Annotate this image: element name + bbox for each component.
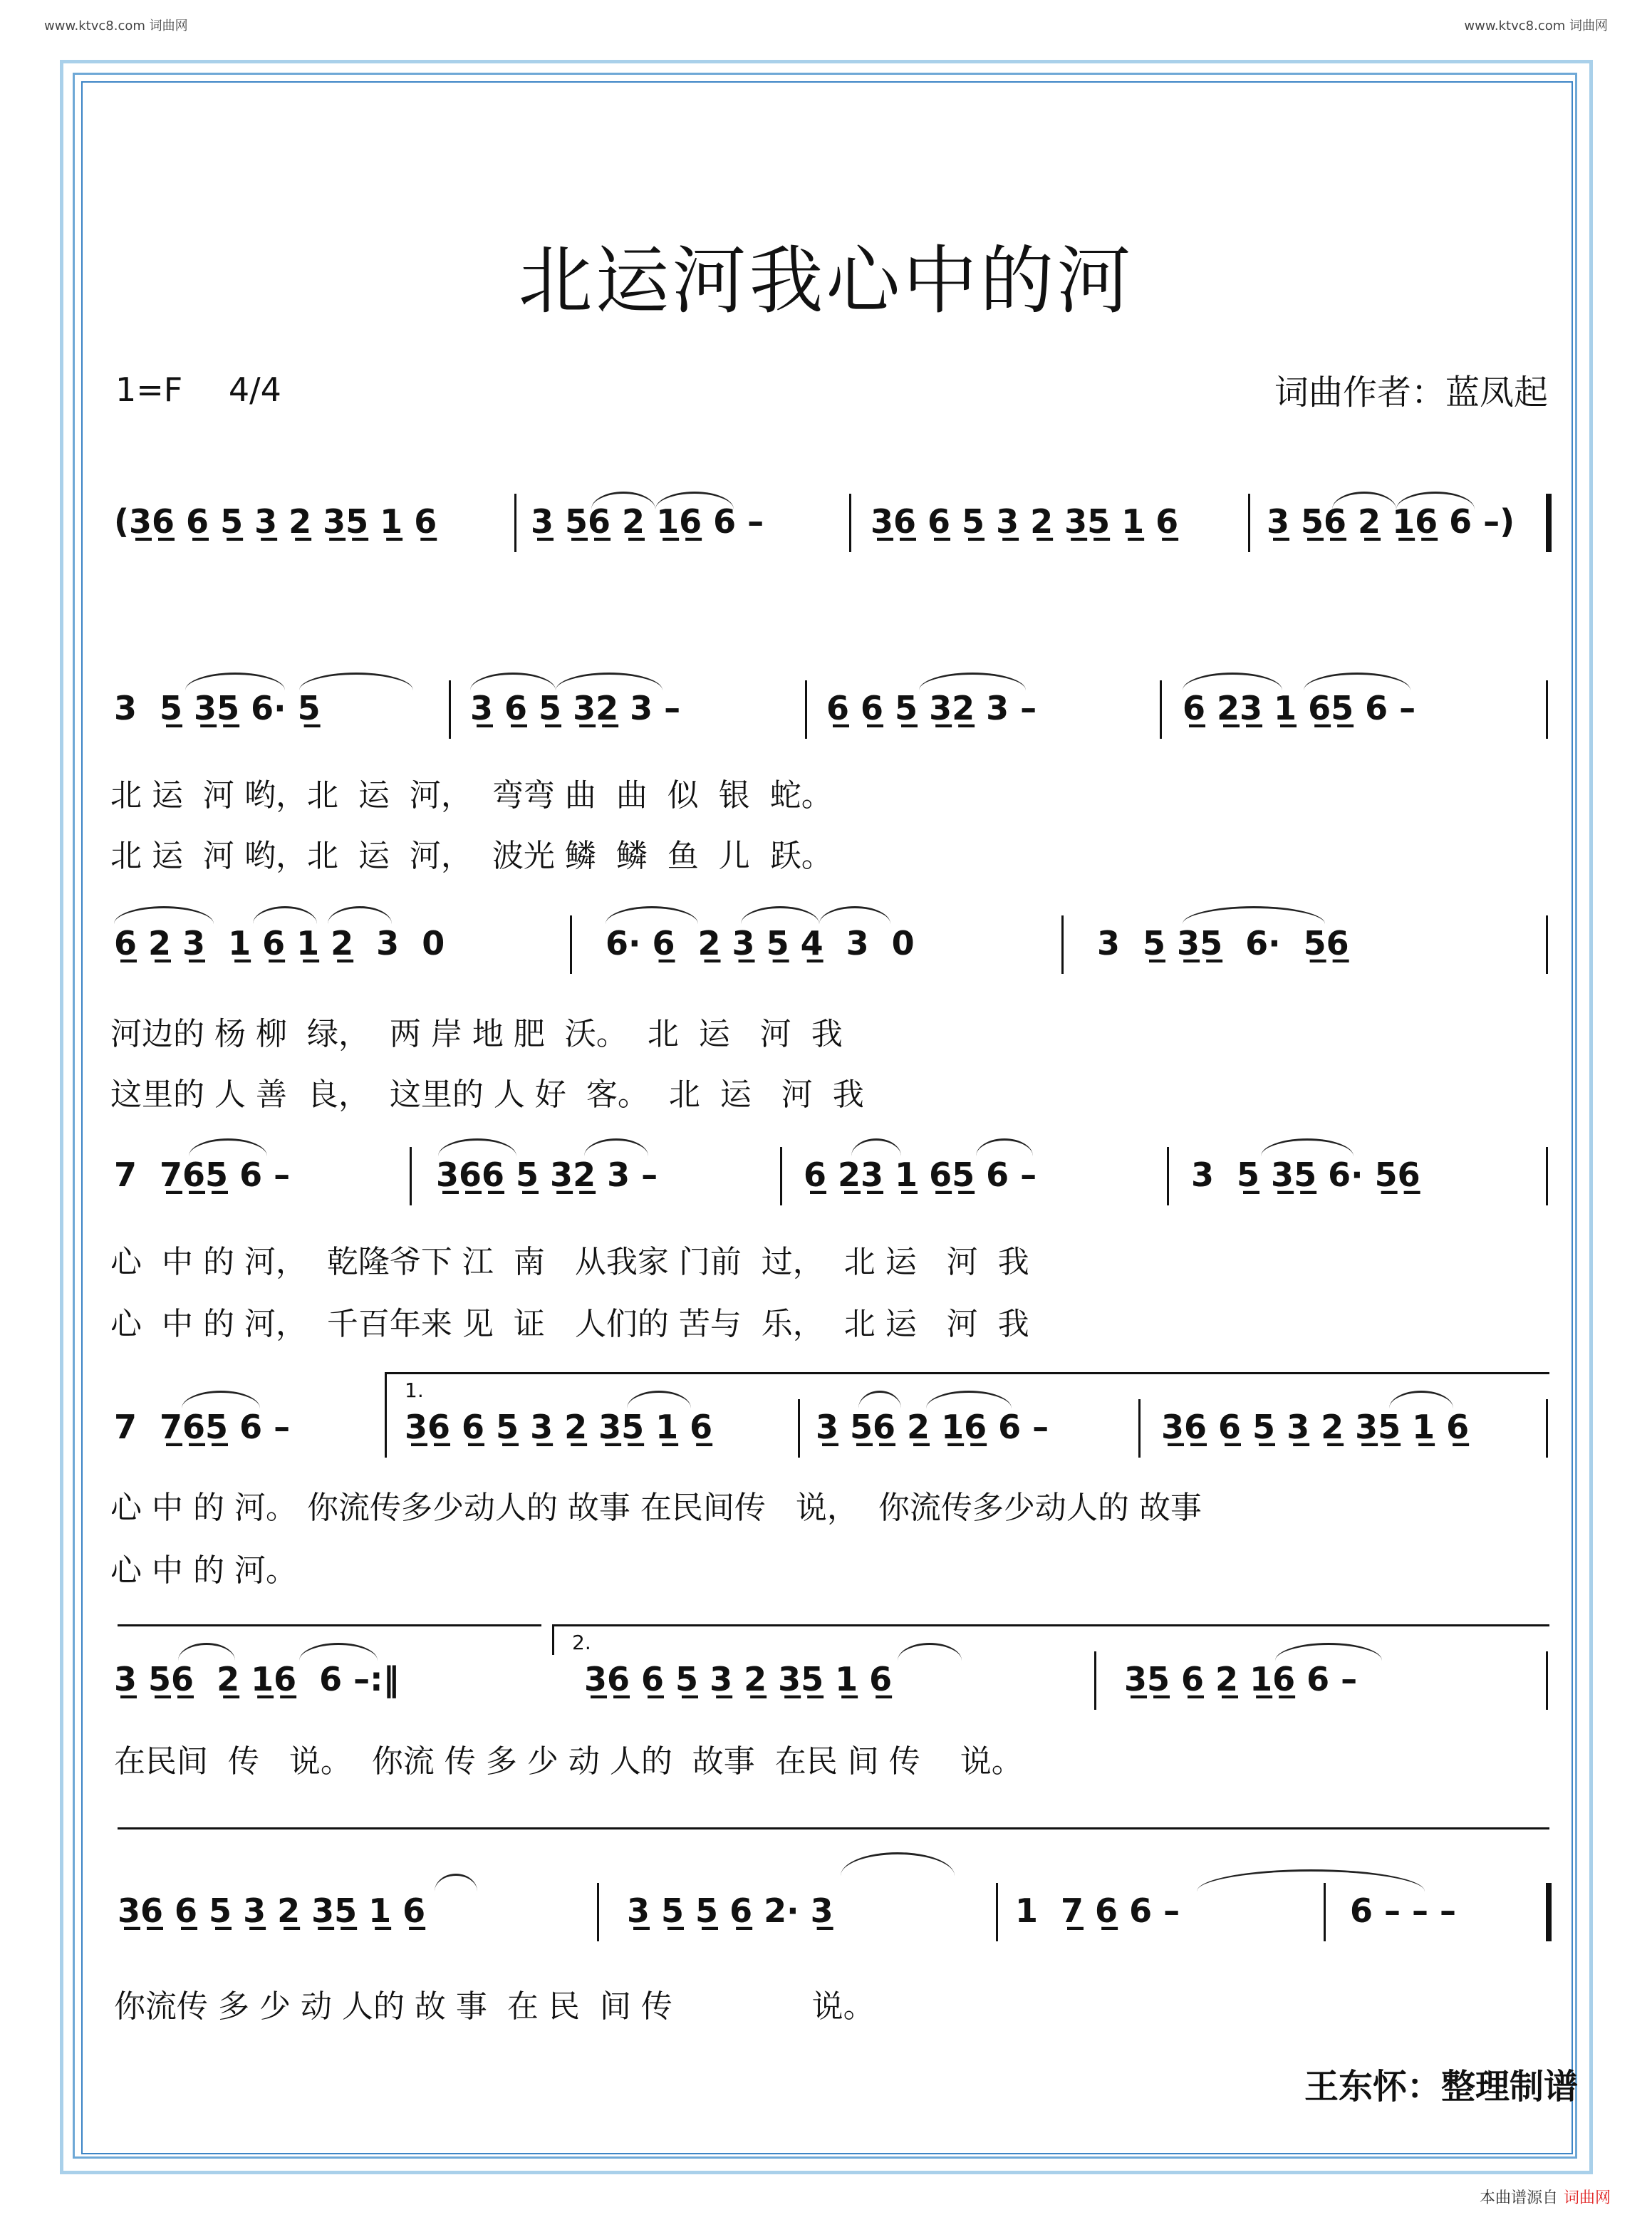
barline [849,494,851,552]
measure: 3̲6̲ 6̲ 5̲ 3̲ 2̲ 3̲5̲ 1̲ 6̲ [118,1891,426,1930]
barline [449,680,451,739]
lyric-text: 你流传 多 少 动 人的 故 事 在 民 间 传 说。 [114,1988,875,2025]
barline [1546,1651,1548,1710]
measure: 7 7̲6̲5̲ 6 – [114,1156,291,1194]
measure: 6 – – – [1350,1891,1457,1930]
barline [410,1147,412,1205]
barline [1167,1147,1169,1205]
measure: 3̲ 5̲ 5̲ 6̲ 2· 3̲ [627,1891,833,1930]
lyric-text: 心 中 的 河。 你流传多少动人的 故事 在民间传 说， 你流传多少动人的 故事 [110,1490,1202,1526]
source-site-link[interactable]: 词曲网 [1563,2189,1611,2207]
barline [1138,1399,1141,1458]
measure: 3 5̲ 3̲5̲ 6· 5̲ [114,689,321,727]
measure: 3̲ 5̲6̲ 2̲ 1̲6̲ 6 – [816,1408,1049,1446]
measure: 1 7̲ 6̲ 6 – [1015,1891,1180,1930]
barline [385,1399,387,1458]
volta-bracket-1-continued [118,1624,541,1626]
barline [805,680,807,739]
time-signature: 4/4 [228,370,281,409]
volta-tick [385,1374,387,1403]
measure: 3̲ 5̲6̲ 2̲ 1̲6̲ 6 –) [1267,502,1515,541]
notation-row-1 [0,502,1652,552]
lyric-line-1 [0,769,1652,812]
lyric-text: 这里的 人 善 良， 这里的 人 好 客。 北 运 河 我 [110,1076,864,1113]
site-header-right: www.ktvc8.com 词曲网 [1464,19,1608,33]
notation-row-4 [0,1156,1652,1205]
measure: (3̲6̲ 6̲ 5̲ 3̲ 2̲ 3̲5̲ 1̲ 6̲ [114,502,437,541]
lyric-text: 心 中 的 河， 千百年来 见 证 人们的 苦与 乐， 北 运 河 我 [110,1306,1029,1342]
measure: 6̲ 2̲3̲ 1̲ 6̲5̲ 6 – [1183,689,1416,727]
notation-row-2 [0,689,1652,739]
key-signature [115,370,317,409]
lyric-text: 在民间 传 说。 你流 传 多 少 动 人的 故事 在民 间 传 说。 [114,1743,1023,1780]
measure: 6̲ 2̲ 3̲ 1̲ 6̲ 1̲ 2̲ 3 0 [114,924,445,962]
volta-label: 2. [572,1631,591,1654]
volta-bracket-2 [552,1624,1549,1654]
measure: 3̲6̲ 6̲ 5̲ 3̲ 2̲ 3̲5̲ 1̲ 6̲ [871,502,1179,541]
lyric-line-2 [0,1545,1652,1587]
barline [1248,494,1250,552]
lyric-line-2 [0,1069,1652,1111]
barline [798,1399,800,1458]
measure: 3̲6̲ 6̲ 5̲ 3̲ 2̲ 3̲5̲ 1̲ 6̲ [1161,1408,1470,1446]
barline [1546,915,1548,974]
measure: 3 5̲ 3̲5̲ 6· 5̲6̲ [1097,924,1349,962]
lyric-line-1 [0,1482,1652,1525]
author-credit: 词曲作者：蓝凤起 [1274,373,1548,412]
barline [780,1147,782,1205]
barline [570,915,572,974]
measure: 7 7̲6̲5̲ 6 – [114,1408,291,1446]
arranger-credit: 王东怀：整理制谱 [1304,2067,1578,2107]
lyric-line-1 [0,1236,1652,1279]
barline [1094,1651,1096,1710]
measure: 3̲ 6̲ 5̲ 3̲2̲ 3 – [470,689,681,727]
notation-row-3 [0,924,1652,974]
barline [1546,1399,1548,1458]
lyric-text: 心 中 的 河， 乾隆爷下 江 南 从我家 门前 过， 北 运 河 我 [110,1244,1029,1280]
measure: 3̲ 5̲6̲ 2̲ 1̲6̲ 6 –:‖ [114,1660,400,1698]
measure: 6· 6̲ 2̲ 3̲ 5̲ 4̲ 3 0 [606,924,915,962]
volta-label: 1. [405,1379,424,1402]
song-title: 北运河我心中的河 [518,237,1134,324]
key: 1=F [115,370,183,409]
lyric-line-1 [0,1008,1652,1051]
barline [1546,1147,1548,1205]
lyric-line-1 [0,1981,1652,2023]
volta-tick [552,1626,554,1655]
barline [996,1883,998,1941]
measure: 3̲ 5̲6̲ 2̲ 1̲6̲ 6 – [531,502,764,541]
lyric-text: 心 中 的 河。 [110,1552,297,1589]
lyric-line-2 [0,830,1652,873]
barline [1160,680,1162,739]
lyric-text: 北 运 河 哟，北 运 河， 弯弯 曲 曲 似 银 蛇。 [110,777,833,814]
barline [514,494,516,552]
barline-end [1546,494,1552,552]
barline [1061,915,1064,974]
measure: 3̲6̲ 6̲ 5̲ 3̲ 2̲ 3̲5̲ 1̲ 6̲ [584,1660,893,1698]
notation-row-6 [0,1660,1652,1710]
measure: 3̲6̲ 6̲ 5̲ 3̲ 2̲ 3̲5̲ 1̲ 6̲ [405,1408,713,1446]
measure: 3̲5̲ 6̲ 2̲ 1̲6̲ 6 – [1124,1660,1358,1698]
source-prefix: 本曲谱源自 [1479,2189,1558,2207]
barline [1546,680,1548,739]
lyric-text: 河边的 杨 柳 绿， 两 岸 地 肥 沃。 北 运 河 我 [110,1016,843,1052]
system-line [118,1827,1549,1829]
measure: 3̲6̲6̲ 5̲ 3̲2̲ 3 – [436,1156,658,1194]
site-header-left: www.ktvc8.com 词曲网 [44,19,188,33]
measure: 3 5̲ 3̲5̲ 6· 5̲6̲ [1191,1156,1420,1194]
lyric-line-1 [0,1735,1652,1778]
barline [597,1883,599,1941]
barline-end [1546,1883,1552,1941]
measure: 6̲ 2̲3̲ 1̲ 6̲5̲ 6 – [804,1156,1037,1194]
barline [1324,1883,1326,1941]
lyric-text: 北 运 河 哟，北 运 河， 波光 鳞 鳞 鱼 儿 跃。 [110,838,833,874]
volta-bracket-1 [385,1372,1549,1402]
notation-row-5 [0,1408,1652,1458]
notation-row-7 [0,1891,1652,1941]
lyric-line-2 [0,1298,1652,1341]
measure: 6̲ 6̲ 5̲ 3̲2̲ 3 – [826,689,1037,727]
source-footer [1480,2186,1611,2208]
